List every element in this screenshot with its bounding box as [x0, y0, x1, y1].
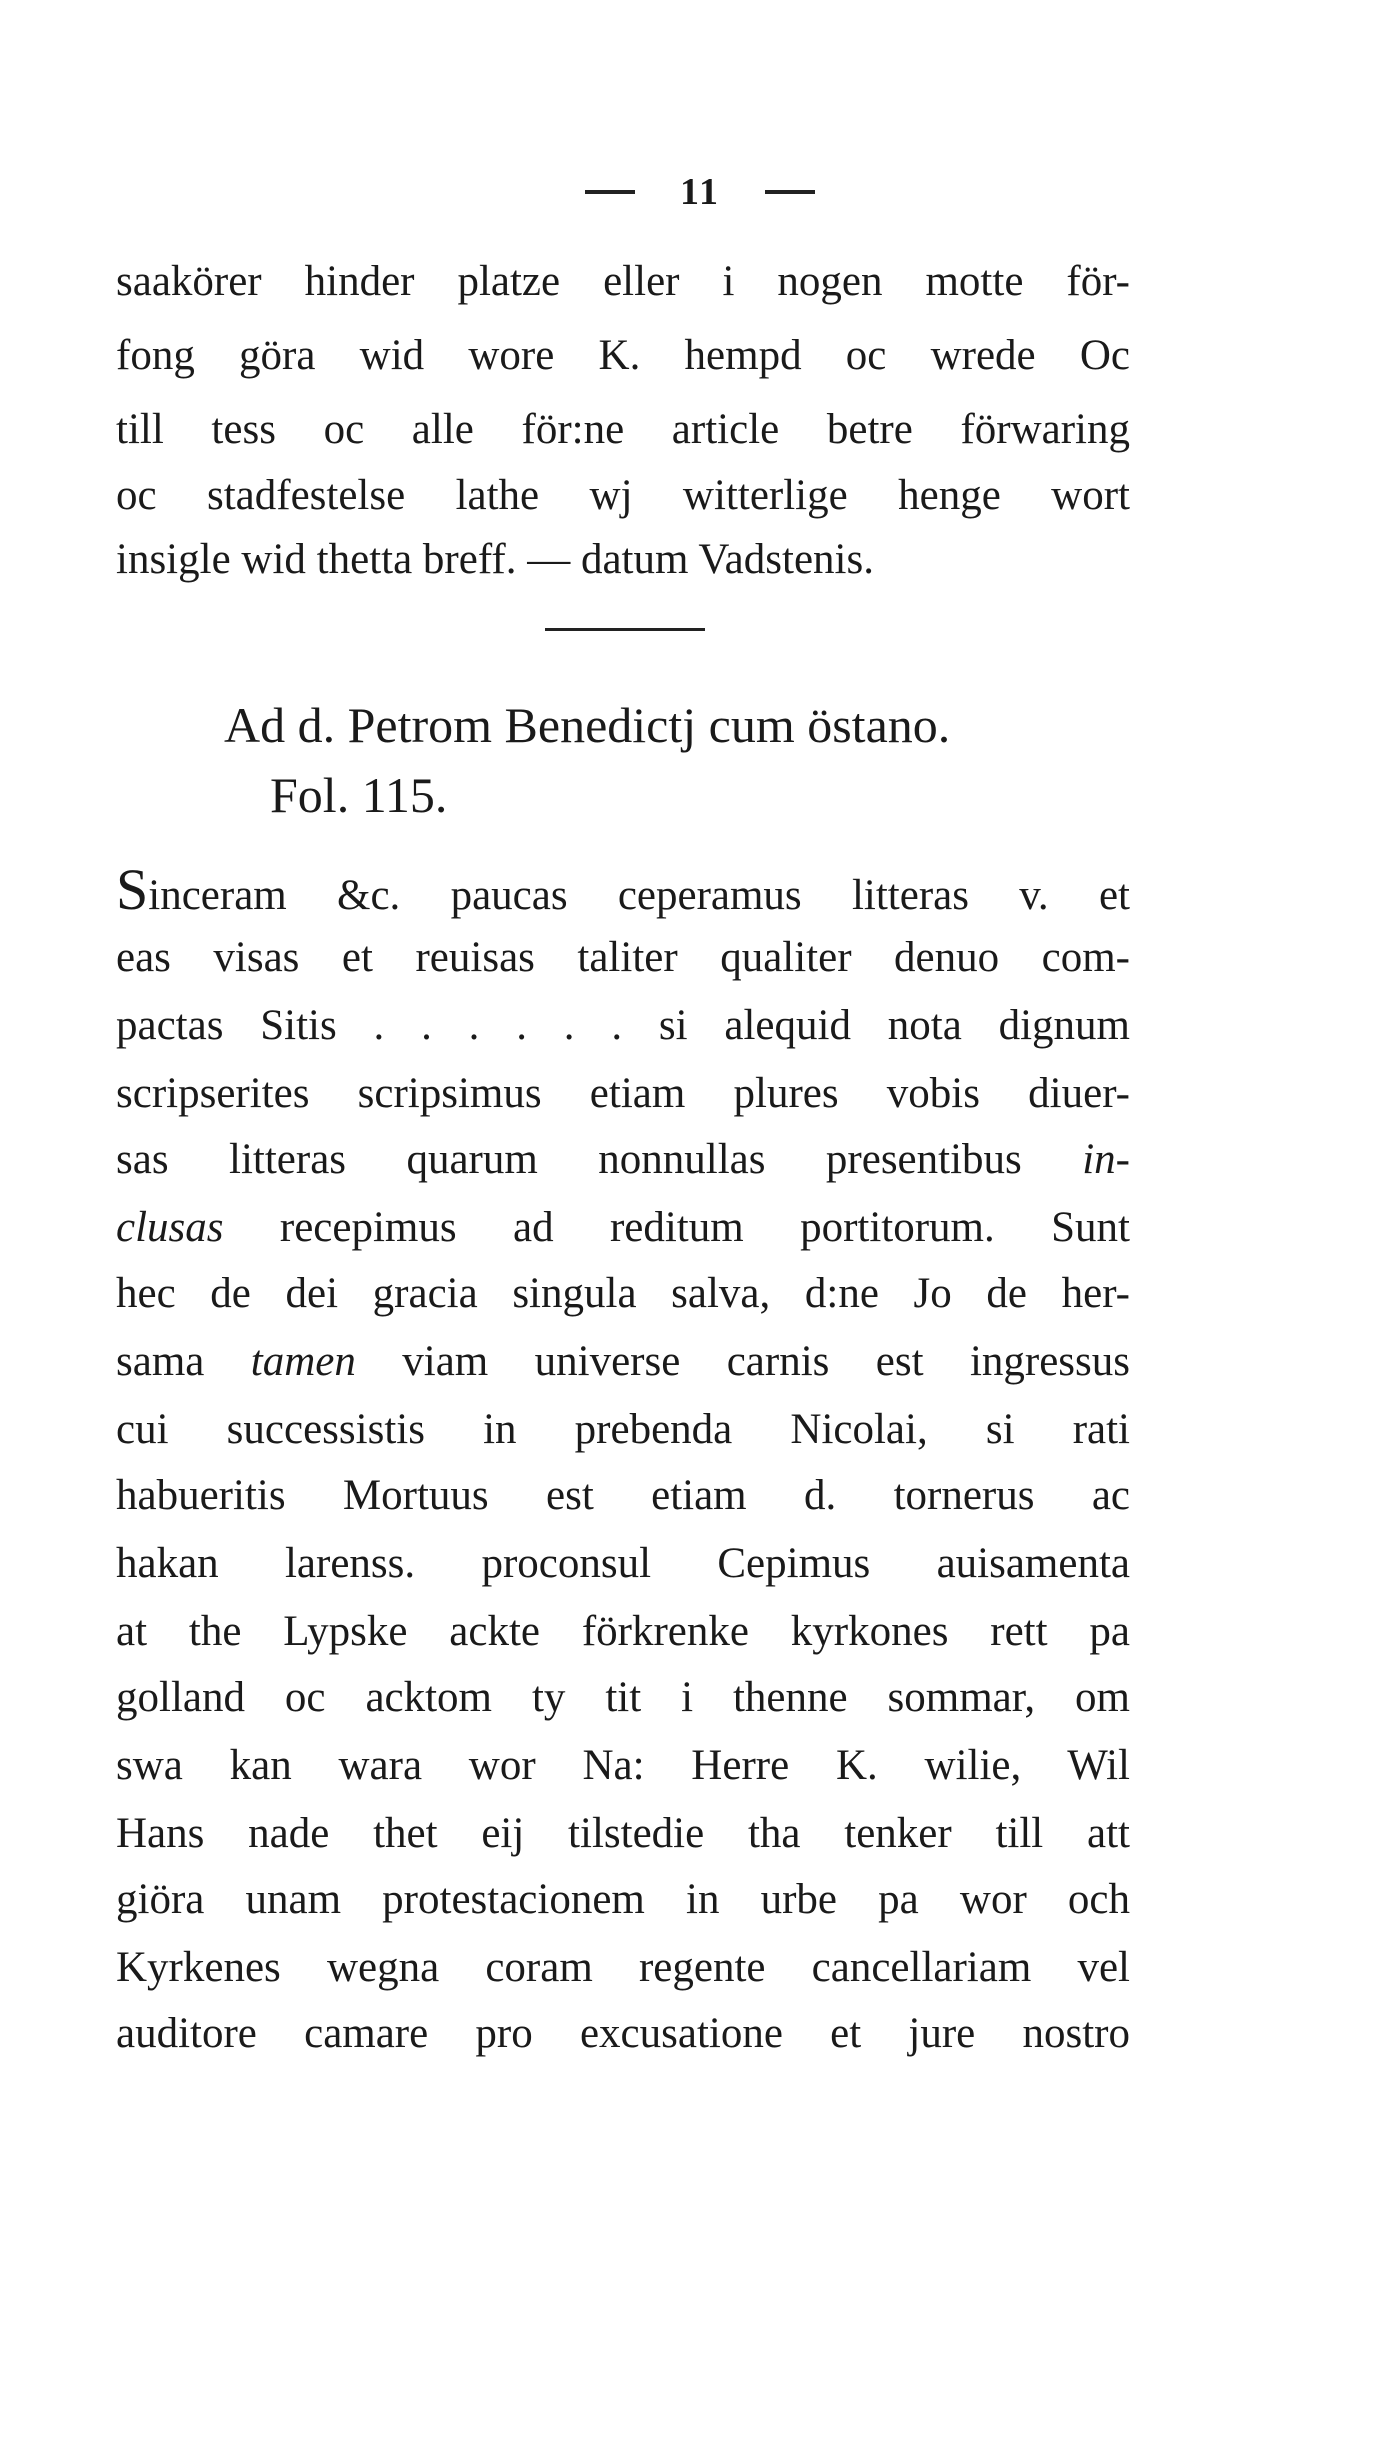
text-line: insigle wid thetta breff. — datum Vadstenis. — [116, 536, 874, 583]
text-span: viam universe carnis est ingressus — [402, 1338, 1131, 1385]
text-line: swa kan wara wor Na: Herre K. wilie, Wil — [116, 1742, 1130, 1789]
text-span: sas litteras quarum nonnullas presentibus — [116, 1136, 1022, 1183]
letter-heading: Ad d. Petrom Benedictj cum östano. — [224, 697, 951, 753]
text-span: inceram &c. paucas ceperamus litteras v. et — [148, 872, 1130, 919]
page-header — [0, 170, 1400, 220]
text-line: fong göra wid wore K. hempd oc wrede Oc — [116, 332, 1130, 379]
italic-span: tamen — [250, 1338, 356, 1385]
text-line: auditore camare pro excusatione et jure nostro — [116, 2010, 1130, 2057]
text-line: golland oc acktom ty tit i thenne sommar, om — [116, 1674, 1130, 1721]
text-line: eas visas et reuisas taliter qualiter denuo com- — [116, 934, 1130, 981]
italic-span: clusas — [116, 1204, 224, 1251]
header-dash-left — [585, 190, 635, 194]
text-line: hakan larenss. proconsul Cepimus auisamenta — [116, 1540, 1130, 1587]
text-line: hec de dei gracia singula salva, d:ne Jo de her- — [116, 1270, 1130, 1317]
section-divider — [545, 628, 705, 631]
text-line: oc stadfestelse lathe wj witterlige henge wort — [116, 472, 1130, 519]
text-line: giöra unam protestacionem in urbe pa wor och — [116, 1876, 1130, 1923]
text-line: habueritis Mortuus est etiam d. tornerus ac — [116, 1472, 1130, 1519]
folio-reference: Fol. 115. — [270, 767, 448, 823]
text-line: till tess oc alle för:ne article betre förwaring — [116, 406, 1130, 453]
drop-cap: S — [116, 857, 149, 922]
text-line: scripserites scripsimus etiam plures vobis diuer- — [116, 1070, 1130, 1117]
text-line — [116, 857, 1130, 926]
text-line — [116, 1332, 1130, 1392]
text-span: sama — [116, 1338, 205, 1385]
text-line: pactas Sitis . . . . . . si alequid nota dignum — [116, 1002, 1130, 1049]
text-line — [116, 1130, 1130, 1190]
text-line: Kyrkenes wegna coram regente cancellariam vel — [116, 1944, 1130, 1991]
text-line: Hans nade thet eij tilstedie tha tenker till att — [116, 1810, 1130, 1857]
text-span: recepimus ad reditum portitorum. Sunt — [279, 1204, 1130, 1251]
text-line: cui successistis in prebenda Nicolai, si rati — [116, 1406, 1130, 1453]
header-dash-right — [765, 190, 815, 194]
text-line: at the Lypske ackte förkrenke kyrkones rett pa — [116, 1608, 1130, 1655]
text-line: saakörer hinder platze eller i nogen motte för- — [116, 258, 1130, 305]
page-number: 11 — [680, 171, 720, 213]
italic-span: in- — [1082, 1136, 1131, 1183]
text-line — [116, 1198, 1130, 1258]
